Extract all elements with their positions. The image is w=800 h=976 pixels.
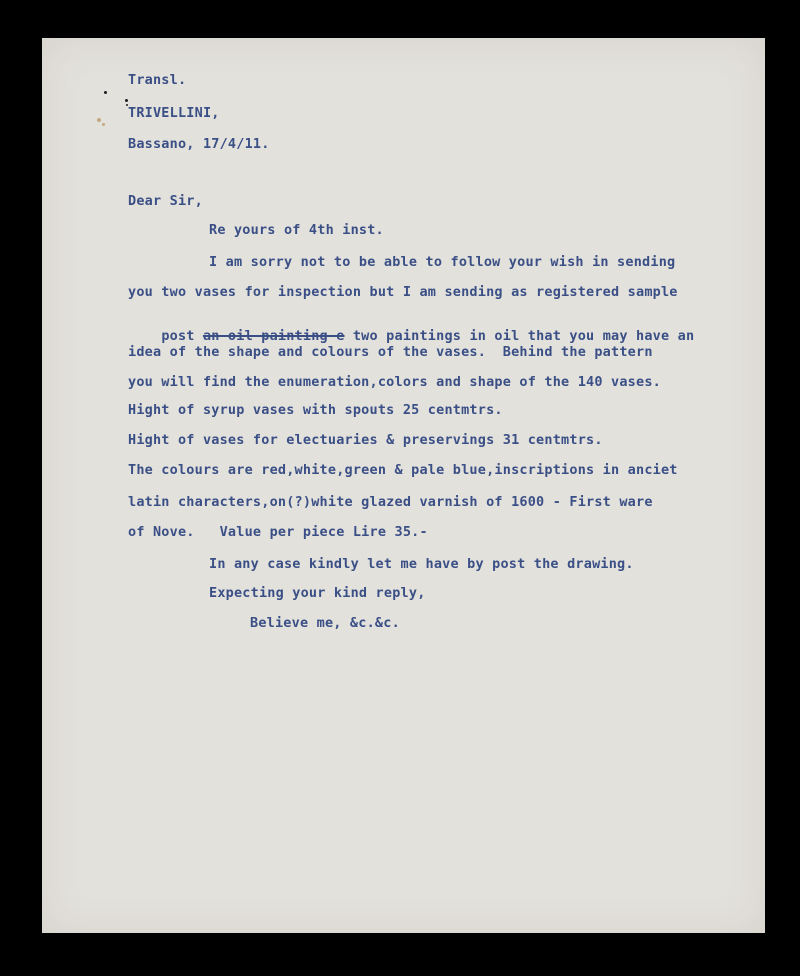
salutation: Dear Sir, [128, 193, 203, 209]
ink-mark [104, 91, 107, 94]
body-line: The colours are red,white,green & pale blue,inscriptions in anciet [128, 462, 678, 478]
sender-name: TRIVELLINI, [128, 105, 220, 121]
body-line: I am sorry not to be able to follow your wish in sending [209, 254, 676, 270]
body-line: In any case kindly let me have by post the drawing. [209, 556, 634, 572]
body-line: you two vases for inspection but I am sending as registered sample [128, 284, 678, 300]
reference-line: Re yours of 4th inst. [209, 222, 384, 238]
body-text: two paintings in oil that you may have an [344, 328, 695, 344]
body-line: of Nove. Value per piece Lire 35.- [128, 524, 428, 540]
closing: Believe me, &c.&c. [250, 615, 400, 631]
body-text: post [161, 328, 203, 344]
body-line: Hight of syrup vases with spouts 25 centmtrs. [128, 402, 503, 418]
body-line: Hight of vases for electuaries & preservings 31 centmtrs. [128, 432, 603, 448]
body-line: you will find the enumeration,colors and shape of the 140 vases. [128, 374, 661, 390]
body-line: Expecting your kind reply, [209, 585, 426, 601]
stain-mark [97, 118, 101, 122]
stain-mark [102, 123, 105, 126]
body-line: latin characters,on(?)white glazed varnish of 1600 - First ware [128, 494, 653, 510]
translation-note: Transl. [128, 72, 187, 88]
letter-page [42, 38, 765, 933]
ink-mark [125, 99, 128, 102]
body-line: idea of the shape and colours of the vases. Behind the pattern [128, 344, 653, 360]
struck-text: an oil painting e [202, 328, 345, 344]
place-date: Bassano, 17/4/11. [128, 136, 270, 152]
